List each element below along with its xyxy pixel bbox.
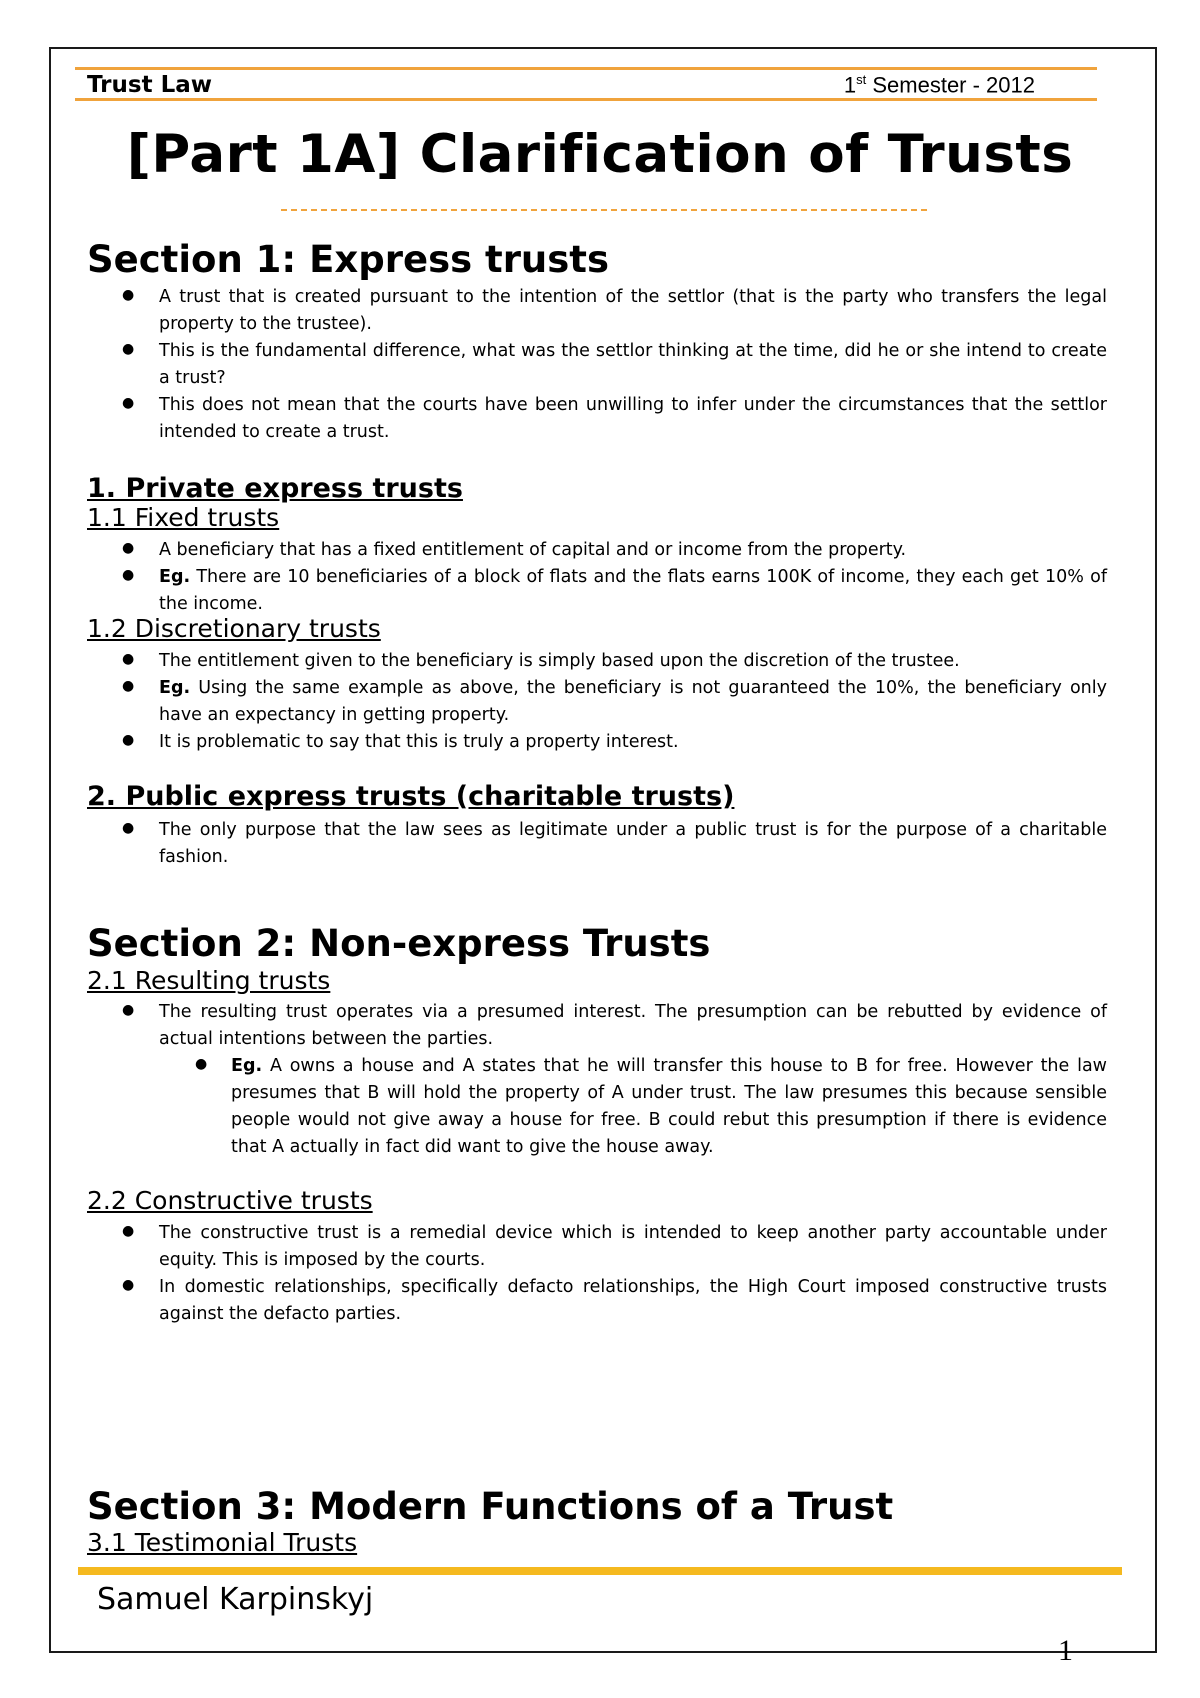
list-item: ● This does not mean that the courts have been unwilling to infer under the circumstances that the settlor intended to create a trust.: [87, 392, 1107, 446]
list-item: [87, 564, 1107, 618]
page-number: 1: [1058, 1634, 1073, 1667]
semester-number: 1: [843, 72, 857, 98]
semester-text: Semester - 2012: [866, 72, 1035, 98]
example-lead: Eg.: [159, 678, 191, 698]
discretionary-trusts-bullets: [87, 648, 1107, 756]
list-item: ● It is problematic to say that this is truly a property interest.: [87, 729, 1107, 756]
private-express-heading: 1. Private express trusts: [87, 473, 463, 504]
section-2-heading: Section 2: Non-express Trusts: [87, 922, 711, 965]
public-express-bullets: [87, 817, 1107, 871]
public-express-heading: 2. Public express trusts (charitable trusts): [87, 781, 735, 812]
example-text: A owns a house and A states that he will transfer this house to B for free. However the law presumes that B will hold the property of A under trust. The law presumes this because sensible people would not give away a house for free. B could rebut this presumption if there is evidence that A actually in fact did want to give the house away.: [231, 1056, 1107, 1157]
list-item: ● In domestic relationships, specifically defacto relationships, the High Court imposed constructive trusts against the defacto parties.: [87, 1274, 1107, 1328]
course-name: Trust Law: [87, 72, 212, 98]
footer-rule: [78, 1567, 1122, 1575]
title-divider: [281, 209, 927, 211]
section-1-bullets: [87, 284, 1107, 446]
example-lead: Eg.: [159, 567, 191, 587]
discretionary-trusts-heading: 1.2 Discretionary trusts: [87, 614, 381, 643]
semester-label: [844, 72, 1035, 98]
page-header: [75, 64, 1097, 102]
section-3-heading: Section 3: Modern Functions of a Trust: [87, 1485, 894, 1528]
list-item: ● A beneficiary that has a fixed entitlement of capital and or income from the property.: [87, 537, 1107, 564]
constructive-trusts-bullets: [87, 1220, 1107, 1328]
document-title: [Part 1A] Clarification of Trusts: [126, 124, 1074, 185]
example-lead: Eg.: [231, 1056, 263, 1076]
author-name: Samuel Karpinskyj: [97, 1582, 374, 1617]
section-1-heading: Section 1: Express trusts: [87, 238, 610, 281]
header-rule-top: [75, 67, 1097, 70]
resulting-trusts-bullets: [87, 999, 1107, 1161]
example-text: There are 10 beneficiaries of a block of flats and the flats earns 100K of income, they each get 10% of the income.: [159, 567, 1107, 614]
list-item: ● The constructive trust is a remedial device which is intended to keep another party accountable under equity. This is imposed by the courts.: [87, 1220, 1107, 1274]
resulting-trusts-heading: 2.1 Resulting trusts: [87, 966, 331, 995]
constructive-trusts-heading: 2.2 Constructive trusts: [87, 1186, 373, 1215]
example-text: Using the same example as above, the beneficiary is not guaranteed the 10%, the beneficiary only have an expectancy in getting property.: [159, 678, 1107, 725]
semester-ordinal: st: [856, 72, 867, 87]
header-rule-bottom: [75, 98, 1097, 101]
list-item: [87, 675, 1107, 729]
list-item: [87, 1053, 1107, 1161]
testimonial-trusts-heading: 3.1 Testimonial Trusts: [87, 1528, 358, 1557]
fixed-trusts-bullets: [87, 537, 1107, 618]
list-item: ● The resulting trust operates via a presumed interest. The presumption can be rebutted by evidence of actual intentions between the parties.: [87, 999, 1107, 1053]
list-item: ● This is the fundamental difference, what was the settlor thinking at the time, did he or she intend to create a trust?: [87, 338, 1107, 392]
list-item: ● The only purpose that the law sees as legitimate under a public trust is for the purpose of a charitable fashion.: [87, 817, 1107, 871]
fixed-trusts-heading: 1.1 Fixed trusts: [87, 503, 280, 532]
list-item: ● The entitlement given to the beneficiary is simply based upon the discretion of the trustee.: [87, 648, 1107, 675]
list-item: ● A trust that is created pursuant to the intention of the settlor (that is the party who transfers the legal property to the trustee).: [87, 284, 1107, 338]
